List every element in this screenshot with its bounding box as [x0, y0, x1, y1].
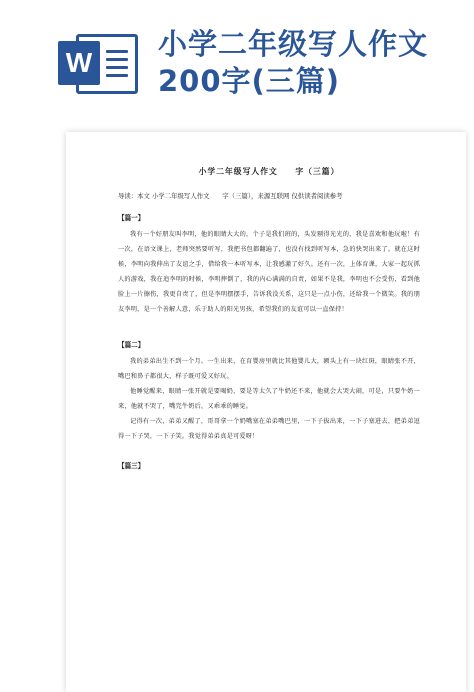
header-banner: [0, 0, 474, 120]
paragraph: 我有一个好朋友叫李明，他的眼睛大大的，个子是我们班的，头发剔得光光的，我是喜欢和他玩啦！有一次，在语文课上，老师突然要听写，我把书包都翻遍了，也没有找到听写本，急的快哭出来了。就在这时候，李明向我伸出了友谊之手，借给我一本听写本，让我感激了好久。还有一次，上体育课，大家一起玩抓人的游戏，我在追李明的时候，李明摔倒了，我的内心满满的自责，如果不是我，李明也不会受伤，看到他脸上一片擦伤，我更自责了，但是李明摆摆手，告诉我没关系，这只是一点小伤，还给我一个微笑。我的朋友李明，是一个善解人意，乐于助人的阳光男孩，希望我们的友谊可以一直保持！: [118, 231, 420, 313]
text-line-icon: [106, 58, 128, 61]
document-page: [66, 132, 466, 692]
text-line-icon: [106, 50, 128, 53]
document-intro: 导读：本文 小学二年级写人作文 字（三篇），来源互联网 仅供读者阅读参考: [118, 192, 343, 200]
paragraph: 记得有一次，弟弟又醒了，哥哥拿一个奶嘴塞在弟弟嘴巴里，一下子拔出来，一下子塞进去，把弟弟逗得一下子哭，一下子笑。我觉得弟弟真是可爱呀！: [118, 418, 420, 440]
section-label: 【篇一】: [118, 214, 145, 222]
section-label: 【篇三】: [118, 462, 145, 470]
word-document-icon: [58, 30, 140, 96]
paragraph: 他睡觉醒来，眼睛一张开就是要喝奶，要是等太久了牛奶还不来，他就会大哭大闹，可是，只要牛奶一来，他就不哭了，嘴完牛奶后，又乖乖的睡觉。: [118, 388, 420, 410]
section-label: 【篇二】: [118, 341, 145, 349]
text-line-icon: [106, 66, 128, 69]
document-body: [118, 166, 420, 475]
text-line-icon: [106, 74, 128, 77]
document-title: 小学二年级写人作文 字（三篇）: [198, 167, 340, 176]
banner-title: 小学二年级写人作文200字(三篇): [158, 27, 429, 98]
paragraph: 我的弟弟出生不到一个月。一生出来，在育婴房里就比其他婴儿大，额头上有一块红斑，眼睛张不开，嘴巴和鼻子都很大，样子既可爱又好玩。: [118, 358, 420, 380]
word-letter-badge: W: [58, 41, 100, 85]
